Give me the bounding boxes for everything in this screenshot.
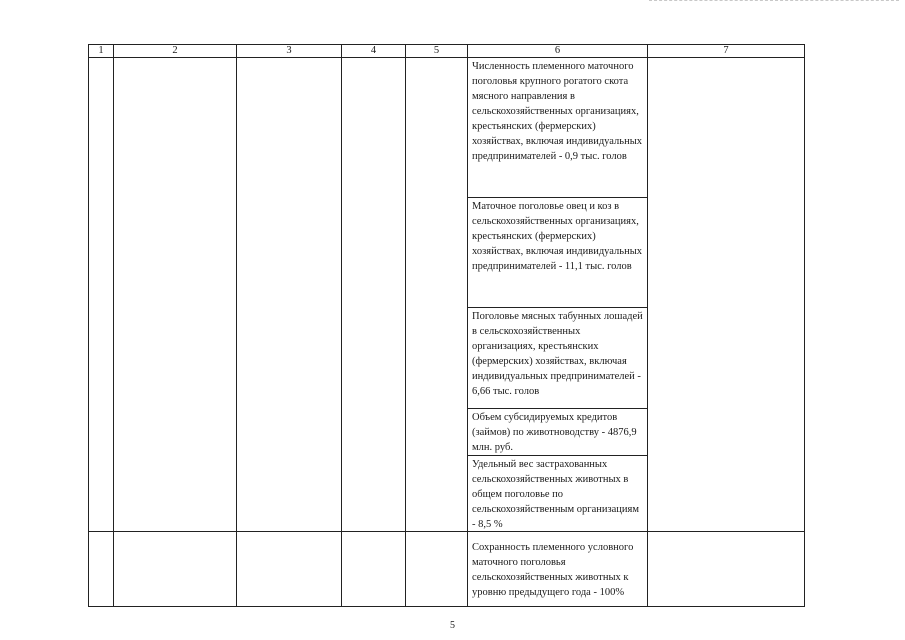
- indicator-item: [468, 308, 647, 409]
- column-number-5: 5: [406, 45, 468, 58]
- indicator-item: [468, 198, 647, 308]
- indicator-item: [468, 456, 647, 531]
- indicator-text: Сохранность племенного условного маточного поголовья сельскохозяйственных животных к уровню предыдущего года - 100%: [472, 542, 634, 598]
- column-numbers-row: [89, 45, 805, 58]
- scan-edge-line: [649, 0, 899, 2]
- empty-cell: [342, 58, 406, 532]
- indicator-text: Объем субсидируемых кредитов (займов) по животноводству - 4876,9 млн. руб.: [472, 412, 637, 453]
- empty-cell: [114, 58, 237, 532]
- empty-cell: [89, 58, 114, 532]
- indicator-text: Удельный вес застрахованных сельскохозяйственных животных в общем поголовье по сельскохозяйственным организациям - 8,5 %: [472, 459, 639, 530]
- empty-cell: [406, 532, 468, 607]
- indicator-text: Маточное поголовье овец и коз в сельскохозяйственных организациях, крестьянских (фермерских) хозяйствах, включая индивидуальных предпринимателей - 11,1 тыс. голов: [472, 201, 642, 272]
- empty-cell: [237, 58, 342, 532]
- column-number-6: 6: [468, 45, 648, 58]
- page-number: 5: [450, 620, 455, 631]
- empty-cell: [406, 58, 468, 532]
- column-number-4: 4: [342, 45, 406, 58]
- empty-cell: [237, 532, 342, 607]
- empty-cell: [89, 532, 114, 607]
- table-row: [89, 58, 805, 532]
- column-number-2: 2: [114, 45, 237, 58]
- column-number-7: 7: [648, 45, 805, 58]
- indicators-cell: [468, 532, 648, 607]
- empty-cell: [342, 532, 406, 607]
- empty-cell: [648, 532, 805, 607]
- indicators-cell: [468, 58, 648, 532]
- indicator-item: [468, 532, 647, 606]
- indicator-item: [468, 58, 647, 198]
- column-number-3: 3: [237, 45, 342, 58]
- table-row: [89, 532, 805, 607]
- program-indicators-table: [88, 44, 805, 607]
- empty-cell: [648, 58, 805, 532]
- indicator-text: Численность племенного маточного поголовья крупного рогатого скота мясного направления в сельскохозяйственных организациях, крестьянских (фермерских) хозяйствах, включая индивидуальных предпринимателей - 0,9 тыс. голов: [472, 61, 642, 162]
- empty-cell: [114, 532, 237, 607]
- column-number-1: 1: [89, 45, 114, 58]
- indicator-text: Поголовье мясных табунных лошадей в сельскохозяйственных организациях, крестьянских (фермерских) хозяйствах, включая индивидуальных предпринимателей - 6,66 тыс. голов: [472, 311, 643, 397]
- indicator-item: [468, 409, 647, 456]
